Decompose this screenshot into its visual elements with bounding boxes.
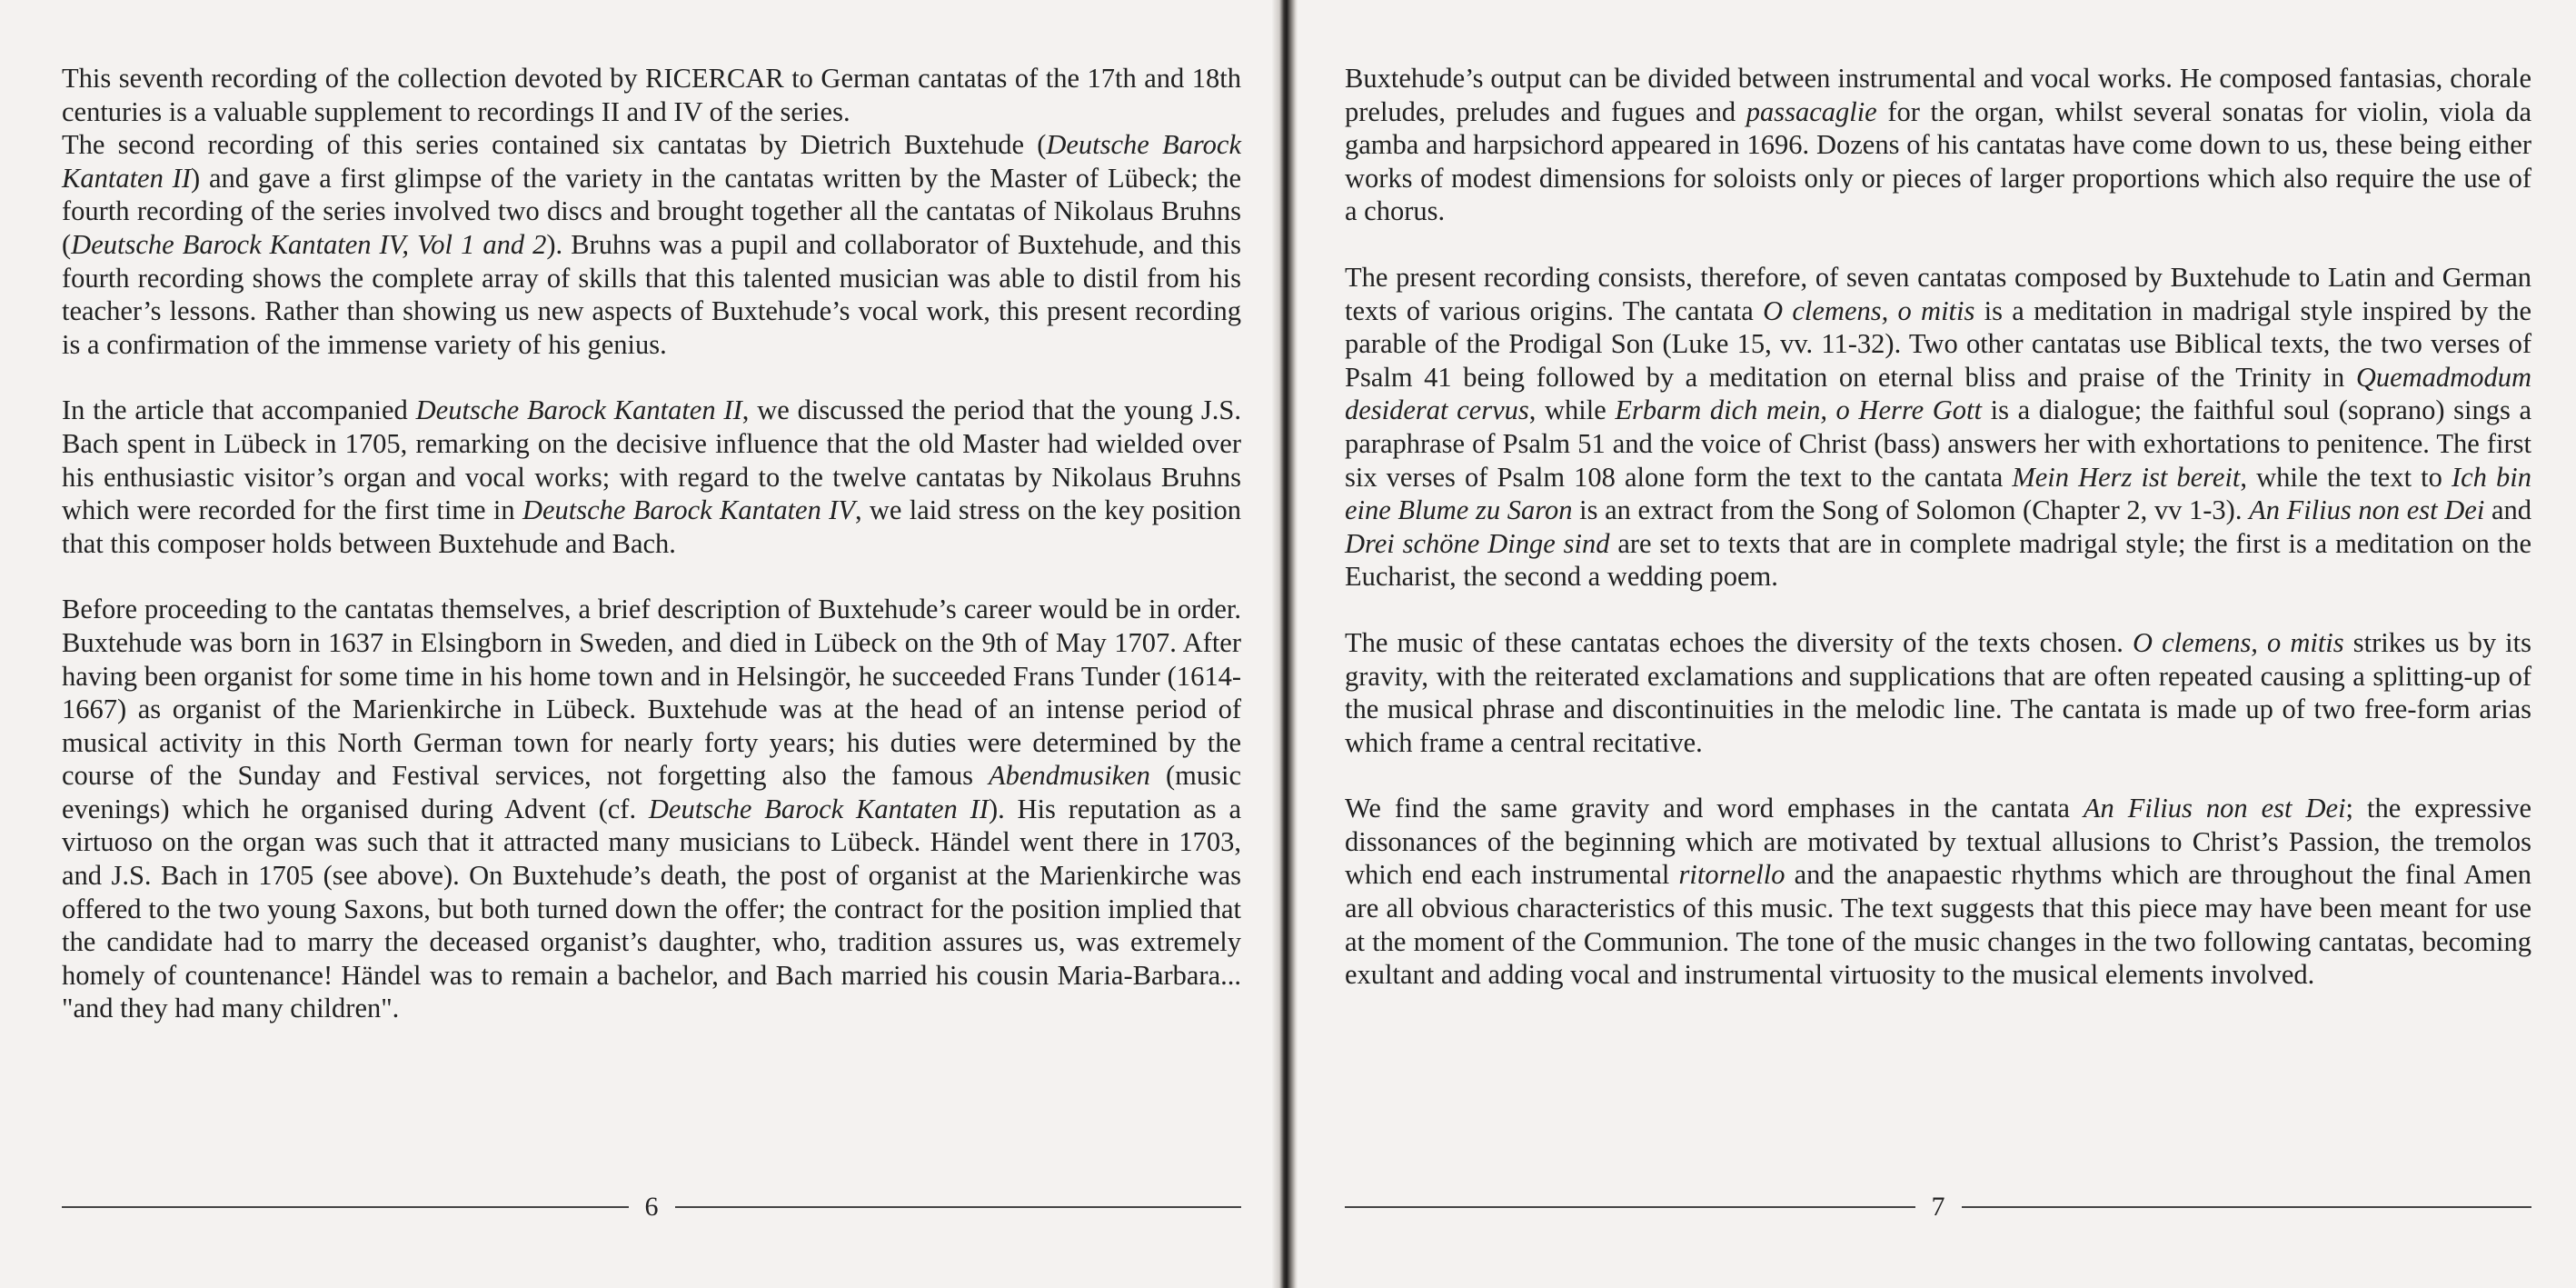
footer-rule-right	[1962, 1206, 2532, 1208]
italic-title-text: O clemens, o mitis	[2132, 626, 2344, 658]
body-paragraph	[62, 593, 1241, 1025]
left-page-footer	[62, 1192, 1241, 1222]
italic-title-text: passacaglie	[1746, 95, 1877, 127]
paragraph-text: , while the text to	[2240, 461, 2452, 493]
italic-title-text: ritornello	[1678, 859, 1785, 891]
body-paragraph	[1345, 792, 2531, 992]
italic-title-text: An Filius non est Dei	[2083, 793, 2346, 824]
italic-title-text: Deutsche Barock Kantaten IV, Vol 1 and 2	[71, 228, 547, 260]
paragraph-text: This seventh recording of the collection devoted by RICERCAR to German cantatas of the 17th and 18th centuries is a valuable supplement to recordings II and IV of the series. The second recording of this series contained six cantatas by Dietrich Buxtehude (	[62, 63, 1241, 161]
paragraph-text: is an extract from the Song of Solomon (Chapter 2, vv 1-3).	[1572, 494, 2250, 526]
right-page-footer	[1345, 1192, 2531, 1222]
paragraph-text: is a dialogue; the faithful soul (soprano) sings a paraphrase of Psalm 51 and the voice of Christ (bass) answers her with exhortations to penitence. The first six verses of Psalm 108 alone form the text to the cantata	[1345, 394, 2531, 493]
left-page	[0, 0, 1272, 1288]
paragraph-text: , we discussed the period that the young J.S. Bach spent in Lübeck in 1705, remarking on the decisive influence that the old Master had wielded over his enthusiastic visitor’s organ and vocal works; with regard to the twelve cantatas by Nikolaus Bruhns which were recorded for the first time in	[62, 394, 1242, 526]
footer-rule-left	[62, 1206, 629, 1208]
footer-rule-left	[1345, 1206, 1915, 1208]
paragraph-text: The present recording consists, therefore, of seven cantatas composed by Buxtehude to Latin and German texts of various origins. The cantata	[1345, 261, 2531, 326]
right-page	[1298, 0, 2576, 1288]
italic-title-text: Quemadmodum desiderat cervus	[1345, 361, 2531, 426]
paragraph-text: , while	[1528, 394, 1616, 426]
book-gutter	[1272, 0, 1298, 1288]
paragraph-text: ) and gave a first glimpse of the variety in the cantatas written by the Master of Lübeck; the fourth recording of the series involved two discs and brought together all the cantatas of Nikolaus Bruhns (	[62, 162, 1241, 260]
italic-title-text: Erbarm dich mein, o Herre Gott	[1615, 394, 1982, 426]
page-number: 6	[644, 1192, 659, 1222]
paragraph-text: We find the same gravity and word emphases in the cantata	[1345, 793, 2084, 824]
italic-title-text: An Filius non est Dei	[2249, 494, 2485, 526]
left-page-body	[62, 62, 1241, 1058]
paragraph-text: ; the expressive dissonances of the beginning which are motivated by textual allusions to Christ’s Passion, the tremolos which end each instrumental	[1345, 793, 2531, 891]
italic-title-text: O clemens, o mitis	[1763, 295, 1975, 326]
paragraph-text: is a meditation in madrigal style inspired by the parable of the Prodigal Son (Luke 15, vv. 11-32). Two other cantatas use Biblical texts, the two verses of Psalm 41 being followed by a meditation on eternal bliss and praise of the Trinity in	[1345, 295, 2531, 393]
body-paragraph	[1345, 261, 2531, 594]
body-paragraph	[1345, 626, 2531, 759]
body-paragraph	[62, 62, 1241, 361]
right-page-body	[1345, 62, 2531, 1024]
paragraph-text: (music evenings) which he organised during Advent (cf.	[62, 760, 1241, 824]
body-paragraph	[62, 394, 1241, 560]
italic-title-text: Ich bin eine Blume zu Saron	[1345, 461, 2531, 526]
paragraph-text: Buxtehude’s output can be divided between instrumental and vocal works. He composed fantasias, chorale preludes, preludes and fugues and	[1345, 63, 2531, 127]
paragraph-text: Before proceeding to the cantatas themselves, a brief description of Buxtehude’s career would be in order. Buxtehude was born in 1637 in Elsingborn in Sweden, and died in Lübeck on the 9th of May 1707. After having been organist for some time in his home town and in Helsingör, he succeeded Frans Tunder (1614-1667) as organist of the Marienkirche in Lübeck. Buxtehude was at the head of an intense period of musical activity in this North German town for nearly forty years; his duties were determined by the course of the Sunday and Festival services, not forgetting also the famous	[62, 594, 1241, 792]
paragraph-text: , we laid stress on the key position that this composer holds between Buxtehude and Bach.	[62, 494, 1241, 559]
page-number: 7	[1931, 1192, 1945, 1222]
italic-title-text: Abendmusiken	[989, 760, 1150, 792]
italic-title-text: Deutsche Barock Kantaten II	[415, 394, 742, 426]
italic-title-text: Deutsche Barock Kantaten II	[62, 129, 1241, 194]
italic-title-text: Mein Herz ist bereit	[2012, 461, 2241, 493]
paragraph-text: ). His reputation as a virtuoso on the organ was such that it attracted many musicians to Lübeck. Händel went there in 1703, and J.S. Bach in 1705 (see above). On Buxtehude’s death, the post of organist at the Marienkirche was offered to the two young Saxons, but both turned down the offer; the contract for the position implied that the candidate had to marry the deceased organist’s daughter, who, tradition assures us, was extremely homely of countenance! Händel was to remain a bachelor, and Bach married his cousin Maria-Barbara... "and they had many children".	[62, 793, 1241, 1024]
italic-title-text: Deutsche Barock Kantaten IV	[522, 494, 855, 526]
body-paragraph	[1345, 62, 2531, 228]
paragraph-text: for the organ, whilst several sonatas for violin, viola da gamba and harpsichord appeared in 1696. Dozens of his cantatas have come down to us, these being either works of modest dimensions for soloists only or pieces of larger proportions which also require the use of a chorus.	[1345, 95, 2531, 227]
italic-title-text: Drei schöne Dinge sind	[1345, 527, 1610, 559]
italic-title-text: Deutsche Barock Kantaten II	[648, 793, 989, 824]
paragraph-text: ). Bruhns was a pupil and collaborator of Buxtehude, and this fourth recording shows the complete array of skills that this talented musician was able to distil from his teacher’s lessons. Rather than showing us new aspects of Buxtehude’s vocal work, this present recording is a confirmation of the immense variety of his genius.	[62, 228, 1241, 360]
paragraph-text: In the article that accompanied	[62, 394, 416, 426]
paragraph-text: strikes us by its gravity, with the reiterated exclamations and supplications that are often repeated causing a splitting-up of the musical phrase and discontinuities in the melodic line. The cantata is made up of two free-form arias which frame a central recitative.	[1345, 626, 2532, 758]
paragraph-text: are set to texts that are in complete madrigal style; the first is a meditation on the Eucharist, the second a wedding poem.	[1345, 527, 2532, 593]
paragraph-text: and the anapaestic rhythms which are throughout the final Amen are all obvious characteristics of this music. The text suggests that this piece may have been meant for use at the moment of the Communion. The tone of the music changes in the two following cantatas, becoming exultant and adding vocal and instrumental virtuosity to the musical elements involved.	[1345, 859, 2531, 991]
paragraph-text: The music of these cantatas echoes the diversity of the texts chosen.	[1345, 626, 2133, 658]
footer-rule-right	[675, 1206, 1242, 1208]
paragraph-text: and	[2484, 494, 2531, 526]
